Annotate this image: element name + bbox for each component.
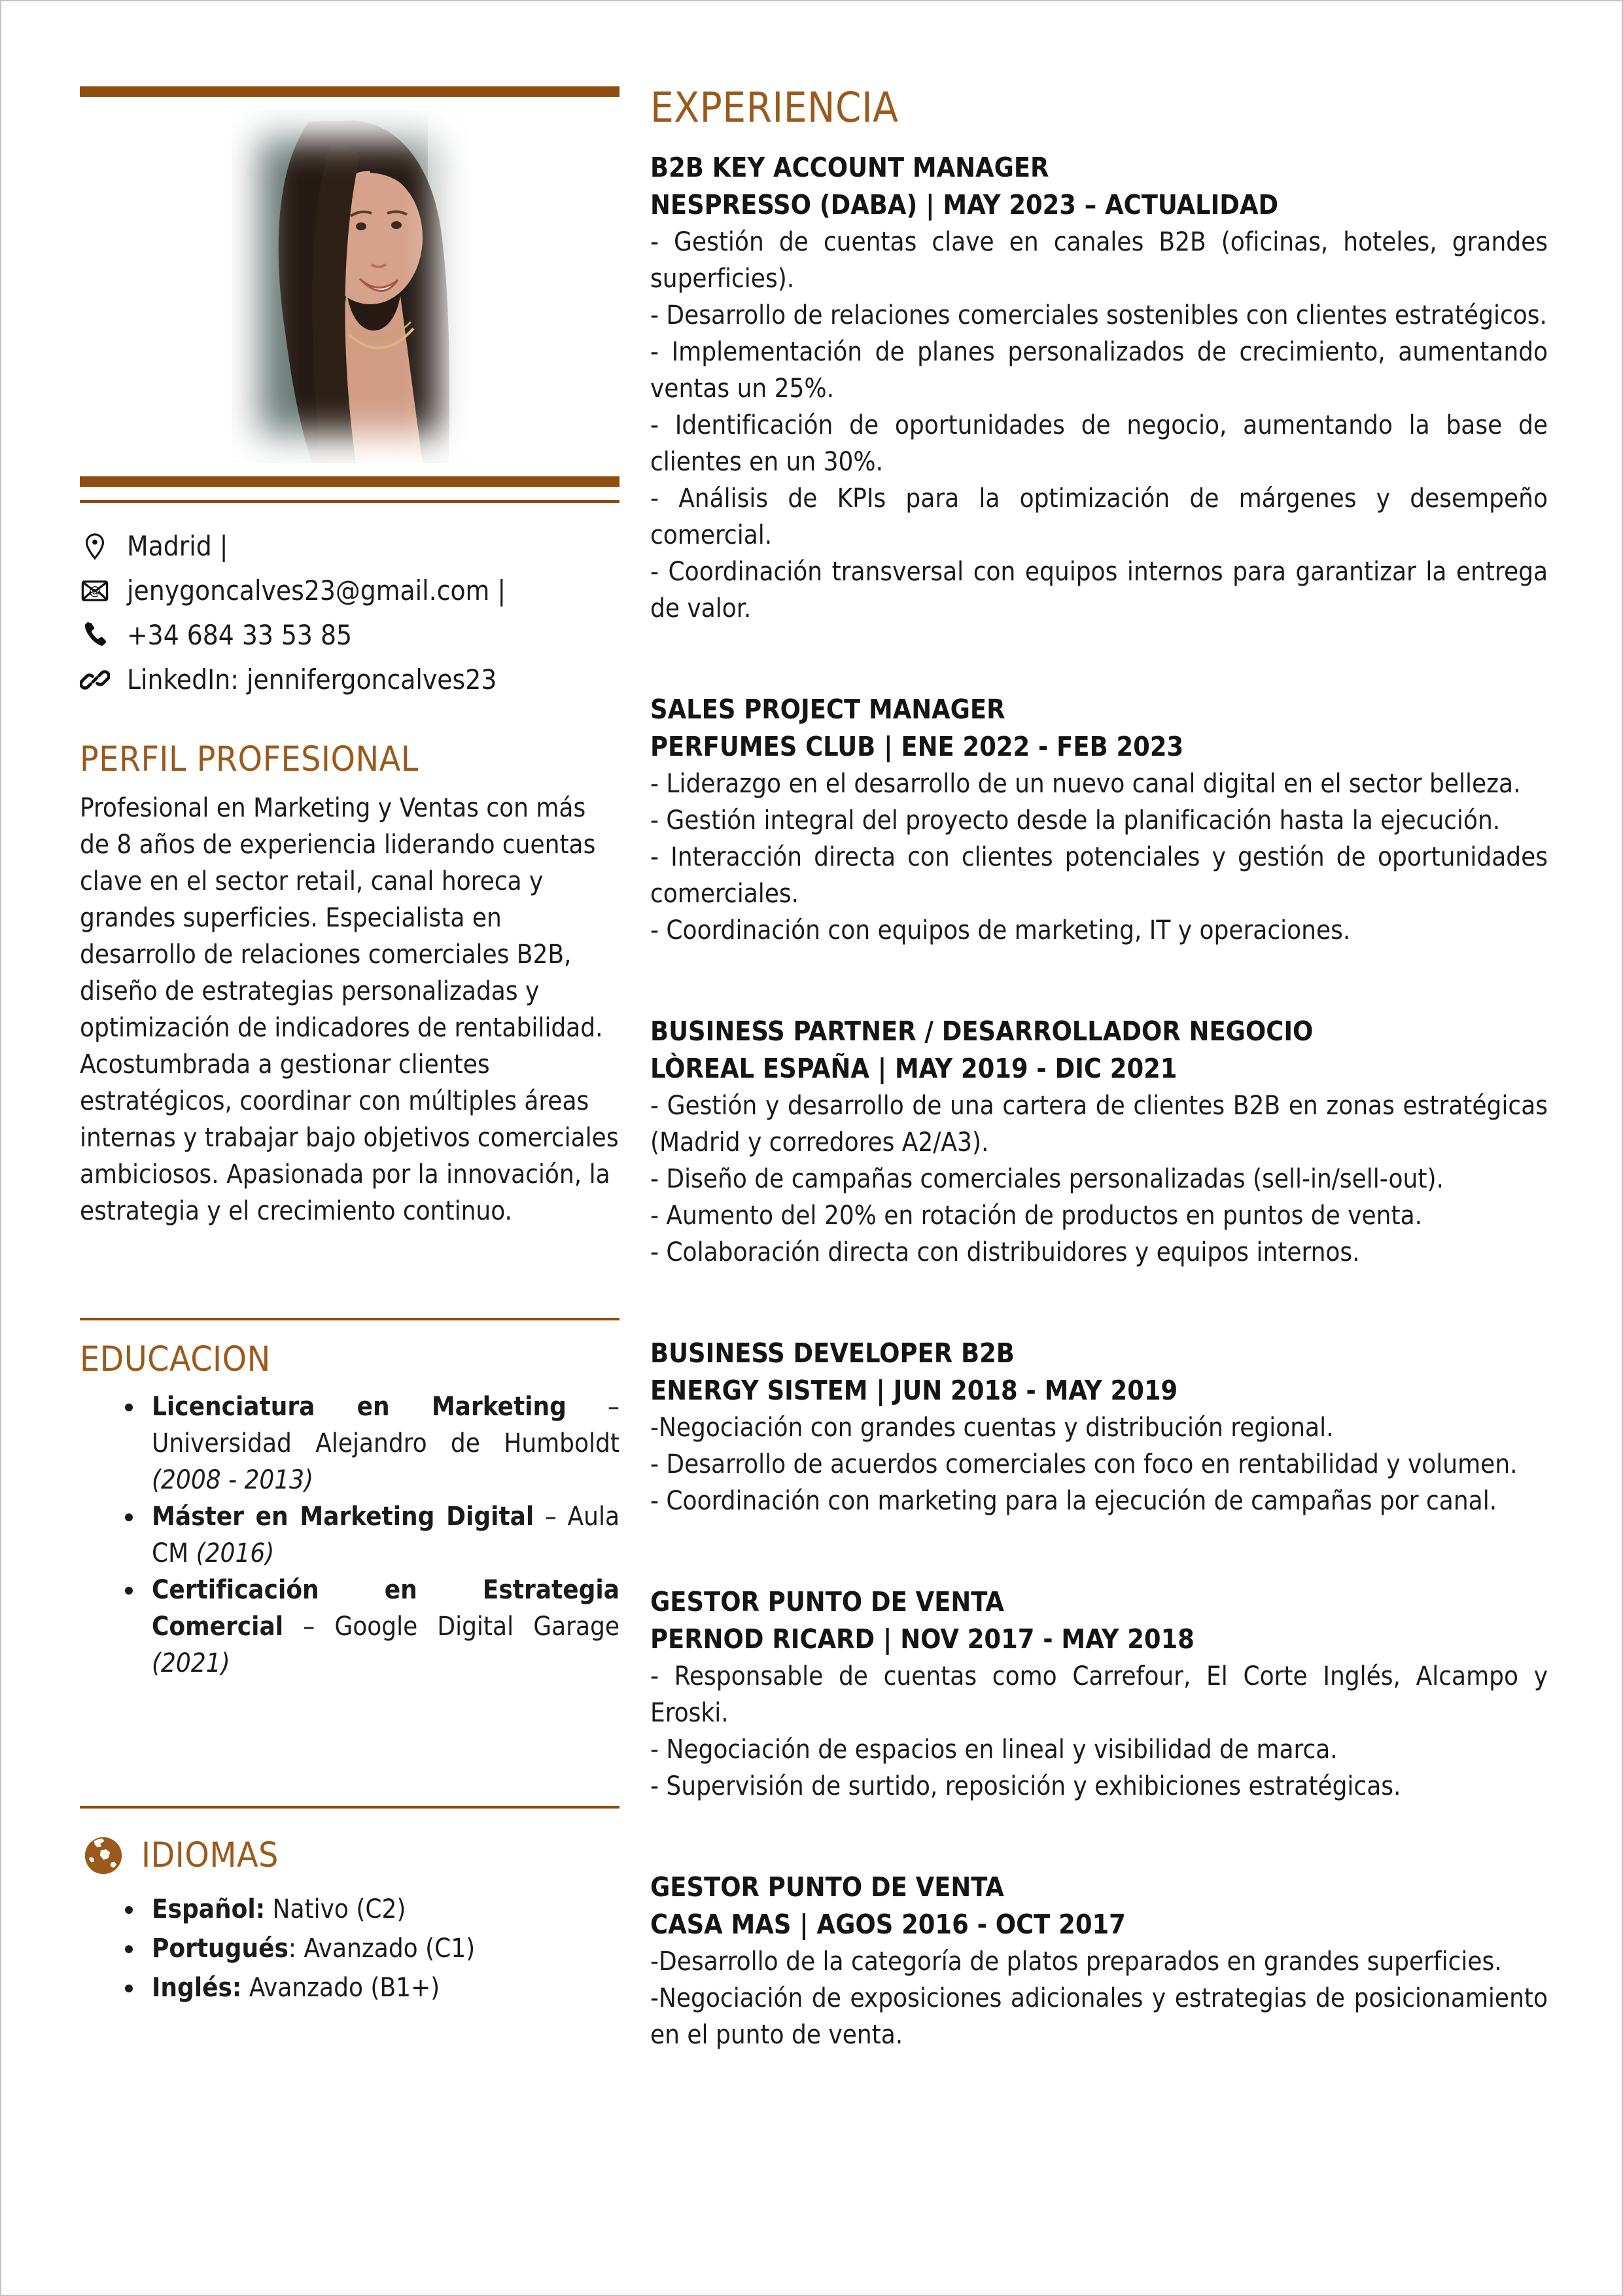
job-role: B2B KEY ACCOUNT MANAGER [650, 152, 1049, 183]
education-degree: Máster en Marketing Digital [152, 1502, 534, 1532]
contact-text: LinkedIn: jennifergoncalves23 [127, 663, 497, 696]
job-bullet: - Desarrollo de relaciones comerciales sostenibles con clientes estratégicos. [650, 300, 1547, 330]
contact-list [80, 531, 620, 696]
top-accent-bar [80, 86, 620, 97]
job-bullet: - Responsable de cuentas como Carrefour, El Corte Inglés, Alcampo y Eroski. [650, 1661, 1548, 1728]
education-period: (2016) [196, 1538, 275, 1568]
profile-photo-illustration [232, 110, 468, 463]
globe-icon [80, 1832, 127, 1879]
job-entry [650, 691, 1548, 949]
location-icon [80, 531, 110, 561]
languages-divider-line [80, 1806, 620, 1809]
job-bullet: - Liderazgo en el desarrollo de un nuevo canal digital en el sector belleza. [650, 769, 1521, 799]
job-bullet: - Aumento del 20% en rotación de productos en puntos de venta. [650, 1201, 1423, 1231]
job-bullet: -Desarrollo de la categoría de platos preparados en grandes superficies. [650, 1947, 1502, 1977]
job-role: BUSINESS DEVELOPER B2B [650, 1337, 1015, 1369]
photo-divider-bar [80, 476, 620, 487]
contact-text: Madrid | [127, 530, 228, 562]
job-role: SALES PROJECT MANAGER [650, 694, 1005, 725]
phone-icon [80, 620, 110, 650]
job-bullet: - Coordinación transversal con equipos internos para garantizar la entrega de valor. [650, 557, 1548, 624]
right-column [650, 85, 1548, 2053]
job-bullet: - Colaboración directa con distribuidores y equipos internos. [650, 1237, 1360, 1267]
language-item: • Español: Nativo (C2) [145, 1890, 620, 1929]
contact-text: jenygoncalves23@gmail.com | [127, 574, 506, 607]
job-company-dates: PERNOD RICARD | NOV 2017 - MAY 2018 [650, 1623, 1195, 1655]
job-bullet: - Negociación de espacios en lineal y visibilidad de marca. [650, 1735, 1338, 1765]
left-column [80, 86, 620, 2007]
education-period: (2008 - 2013) [152, 1465, 314, 1495]
job-bullet: - Supervisión de surtido, reposición y exhibiciones estratégicas. [650, 1771, 1401, 1801]
education-degree: Certificación en Estrategia Comercial [152, 1575, 620, 1642]
svg-text:@: @ [88, 584, 101, 599]
education-list [80, 1388, 620, 1682]
profile-section-title: PERFIL PROFESIONAL [80, 739, 419, 779]
job-bullet: - Gestión integral del proyecto desde la planificación hasta la ejecución. [650, 805, 1501, 836]
contact-item [80, 531, 620, 562]
language-name: Español: [152, 1894, 266, 1924]
job-entry [650, 149, 1548, 627]
profile-text: Profesional en Marketing y Ventas con más de 8 años de experiencia liderando cuentas clave en el sector retail, canal horeca y grandes superficies. Especialista en desarrollo de relaciones comerciales B2B, diseño de estrategias personalizadas y optimización de indicadores de rentabilidad. Acostumbrada a gestionar clientes estratégicos, coordinar con múltiples áreas internas y trabajar bajo objetivos comerciales ambiciosos. Apasionada por la innovación, la estrategia y el crecimiento continuo. [80, 793, 619, 1226]
job-role: BUSINESS PARTNER / DESARROLLADOR NEGOCIO [650, 1016, 1314, 1047]
education-divider-line [80, 1318, 620, 1320]
education-item: • Máster en Marketing Digital – Aula CM (2016) [145, 1498, 620, 1572]
job-bullet: -Negociación con grandes cuentas y distribución regional. [650, 1413, 1334, 1443]
job-company-dates: LÒREAL ESPAÑA | MAY 2019 - DIC 2021 [650, 1053, 1178, 1084]
education-item: • Certificación en Estrategia Comercial – Google Digital Garage (2021) [145, 1572, 620, 1682]
job-bullet: - Interacción directa con clientes potenciales y gestión de oportunidades comerciales. [650, 842, 1548, 909]
job-entry [650, 1013, 1548, 1271]
job-company-dates: PERFUMES CLUB | ENE 2022 - FEB 2023 [650, 731, 1184, 762]
contact-item [80, 620, 620, 651]
link-icon [80, 665, 110, 695]
job-bullet: - Diseño de campañas comerciales personalizadas (sell-in/sell-out). [650, 1164, 1444, 1194]
job-bullet: - Desarrollo de acuerdos comerciales con foco en rentabilidad y volumen. [650, 1449, 1518, 1479]
job-company-dates: NESPRESSO (DABA) | MAY 2023 – ACTUALIDAD [650, 189, 1279, 221]
language-item: • Portugués: Avanzado (C1) [145, 1929, 620, 1968]
experience-section-title: EXPERIENCIA [650, 84, 899, 132]
job-entry [650, 1583, 1548, 1805]
language-name: Inglés: [152, 1973, 242, 2003]
photo-divider-line [80, 500, 620, 503]
job-entry [650, 1869, 1548, 2053]
job-bullet: - Gestión de cuentas clave en canales B2B (oficinas, hoteles, grandes superficies). [650, 227, 1548, 294]
language-item: • Inglés: Avanzado (B1+) [145, 1968, 620, 2007]
education-section-title: EDUCACION [80, 1339, 271, 1379]
job-company-dates: ENERGY SISTEM | JUN 2018 - MAY 2019 [650, 1375, 1178, 1406]
languages-heading [80, 1832, 620, 1879]
contact-item [80, 575, 620, 607]
job-bullet: - Identificación de oportunidades de negocio, aumentando la base de clientes en un 30%. [650, 410, 1548, 477]
job-entry [650, 1335, 1548, 1519]
job-role: GESTOR PUNTO DE VENTA [650, 1871, 1004, 1903]
languages-section-title: IDIOMAS [141, 1835, 279, 1875]
language-name: Portugués [152, 1934, 288, 1964]
experience-list [650, 149, 1548, 2053]
education-degree: Licenciatura en Marketing [152, 1392, 567, 1422]
profile-photo [232, 110, 468, 463]
job-bullet: - Coordinación con equipos de marketing, IT y operaciones. [650, 915, 1351, 945]
job-bullet: -Negociación de exposiciones adicionales y estrategias de posicionamiento en el punto de venta. [650, 1983, 1548, 2050]
contact-item [80, 664, 620, 696]
job-bullet: - Coordinación con marketing para la ejecución de campañas por canal. [650, 1486, 1497, 1516]
job-bullet: - Análisis de KPIs para la optimización de márgenes y desempeño comercial. [650, 484, 1548, 550]
education-period: (2021) [152, 1648, 230, 1678]
job-bullet: - Implementación de planes personalizados de crecimiento, aumentando ventas un 25%. [650, 337, 1548, 404]
contact-text: +34 684 33 53 85 [127, 619, 353, 651]
email-icon [80, 576, 110, 606]
languages-list [80, 1890, 620, 2007]
job-role: GESTOR PUNTO DE VENTA [650, 1586, 1004, 1617]
job-bullet: - Gestión y desarrollo de una cartera de clientes B2B en zonas estratégicas (Madrid y corredores A2/A3). [650, 1091, 1548, 1157]
job-company-dates: CASA MAS | AGOS 2016 - OCT 2017 [650, 1909, 1126, 1940]
education-item: • Licenciatura en Marketing – Universidad Alejandro de Humboldt (2008 - 2013) [145, 1388, 620, 1498]
